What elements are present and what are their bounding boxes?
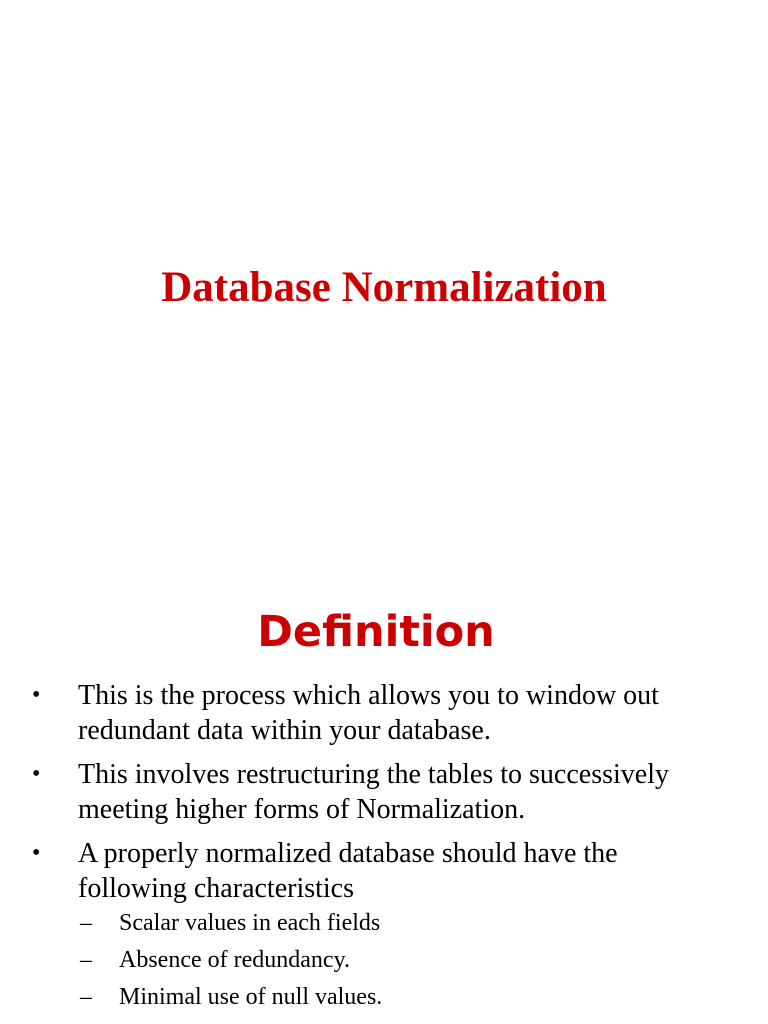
slide-title: Database Normalization xyxy=(161,264,607,311)
bullet-item xyxy=(0,757,768,827)
bullet-item xyxy=(0,836,768,906)
definition-heading: Definition xyxy=(257,607,495,657)
sub-bullet-item xyxy=(0,908,768,938)
sub-bullet-text: Absence of redundancy. xyxy=(119,947,351,973)
sub-bullet-item xyxy=(0,945,768,975)
dash-icon: – xyxy=(80,910,92,936)
bullet-dot-icon: • xyxy=(32,682,41,708)
dash-icon: – xyxy=(80,947,92,973)
dash-icon: – xyxy=(80,984,92,1010)
bullet-dot-icon: • xyxy=(32,761,41,787)
definition-bullet-list xyxy=(0,678,768,915)
bullet-text: This involves restructuring the tables to successively meeting higher forms of Normalization. xyxy=(78,759,669,825)
bullet-text: A properly normalized database should have the following characteristics xyxy=(78,838,618,904)
characteristics-sub-list xyxy=(0,908,768,1019)
sub-bullet-text: Scalar values in each fields xyxy=(119,910,381,936)
bullet-text: This is the process which allows you to window out redundant data within your database. xyxy=(78,680,659,746)
bullet-item xyxy=(0,678,768,748)
sub-bullet-item xyxy=(0,982,768,1012)
sub-bullet-text: Minimal use of null values. xyxy=(119,984,383,1010)
bullet-dot-icon: • xyxy=(32,840,41,866)
